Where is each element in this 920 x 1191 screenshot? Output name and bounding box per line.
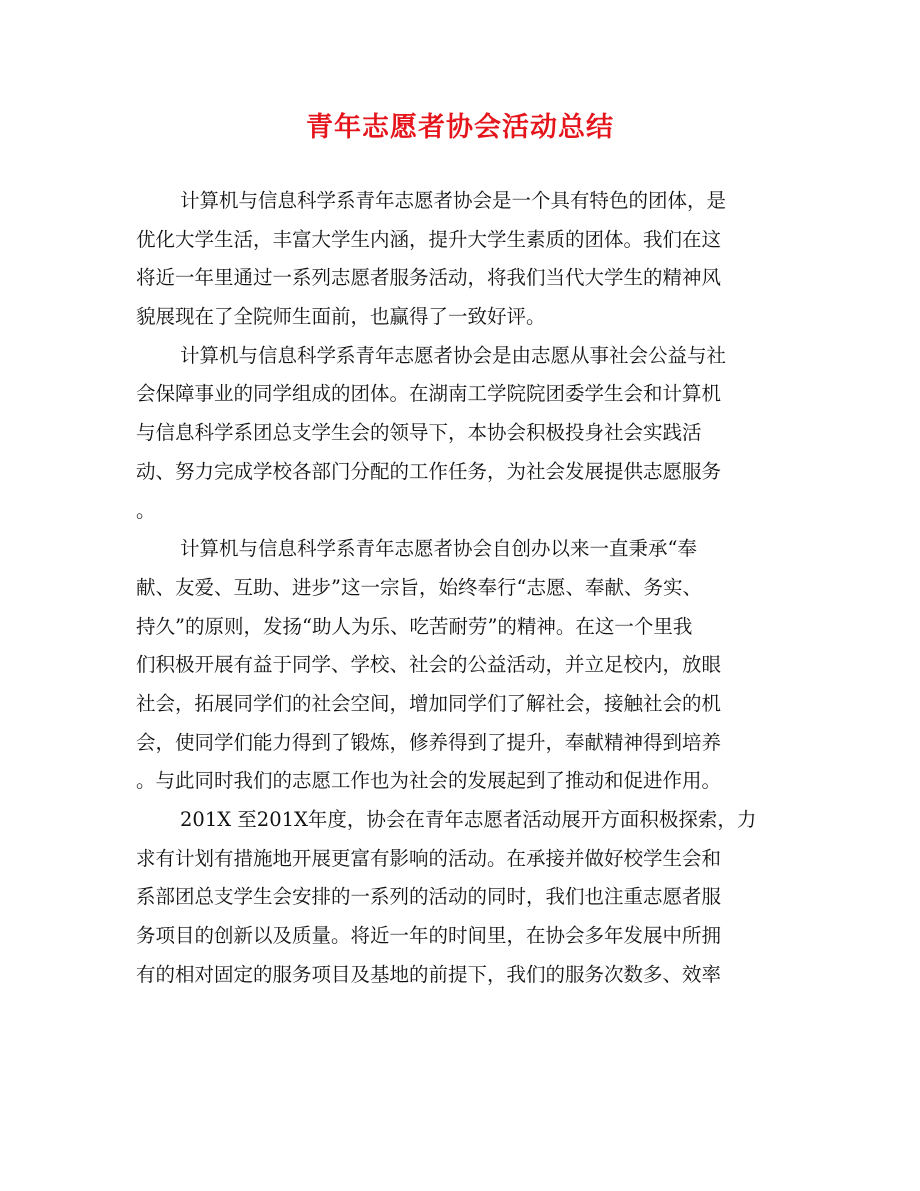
body-line: 计算机与信息科学系青年志愿者协会自创办以来一直秉承“奉 (180, 537, 697, 561)
body-line: 动、努力完成学校各部门分配的工作任务，为社会发展提供志愿服务 (136, 459, 722, 483)
body-line: 201X 至201X年度，协会在青年志愿者活动展开方面积极探索，力 (180, 808, 757, 831)
body-line: 计算机与信息科学系青年志愿者协会是由志愿从事社会公益与社 (180, 343, 727, 367)
body-line: 求有计划有措施地开展更富有影响的活动。在承接并做好校学生会和 (136, 846, 722, 870)
body-line: 。 (136, 498, 156, 522)
body-line: 计算机与信息科学系青年志愿者协会是一个具有特色的团体，是 (180, 189, 727, 212)
body-line: 献、友爱、互助、进步”这一宗旨，始终奉行“志愿、奉献、务实、 (136, 575, 702, 599)
body-line: 有的相对固定的服务项目及基地的前提下，我们的服务次数多、效率 (136, 962, 722, 986)
body-line: 们积极开展有益于同学、学校、社会的公益活动，并立足校内，放眼 (136, 653, 722, 677)
body-line: 貌展现在了全院师生面前，也赢得了一致好评。 (136, 305, 546, 329)
body-line: 会保障事业的同学组成的团体。在湖南工学院院团委学生会和计算机 (136, 382, 722, 406)
body-line: 与信息科学系团总支学生会的领导下，本协会积极投身社会实践活 (136, 421, 702, 445)
body-line: 持久”的原则，发扬“助人为乐、吃苦耐劳”的精神。在这一个里我 (136, 614, 693, 638)
document-body (136, 182, 784, 994)
body-line: 会，使同学们能力得到了锻炼，修养得到了提升，奉献精神得到培养 (136, 730, 722, 754)
body-line: 。与此同时我们的志愿工作也为社会的发展起到了推动和促进作用。 (136, 769, 722, 793)
body-line: 将近一年里通过一系列志愿者服务活动，将我们当代大学生的精神风 (136, 266, 722, 290)
body-line: 系部团总支学生会安排的一系列的活动的同时，我们也注重志愿者服 (136, 885, 722, 909)
body-line: 社会，拓展同学们的社会空间，增加同学们了解社会，接触社会的机 (136, 691, 722, 715)
body-line: 优化大学生活，丰富大学生内涵，提升大学生素质的团体。我们在这 (136, 227, 722, 251)
body-line: 务项目的创新以及质量。将近一年的时间里，在协会多年发展中所拥 (136, 924, 722, 948)
document-title: 青年志愿者协会活动总结 (306, 112, 614, 143)
